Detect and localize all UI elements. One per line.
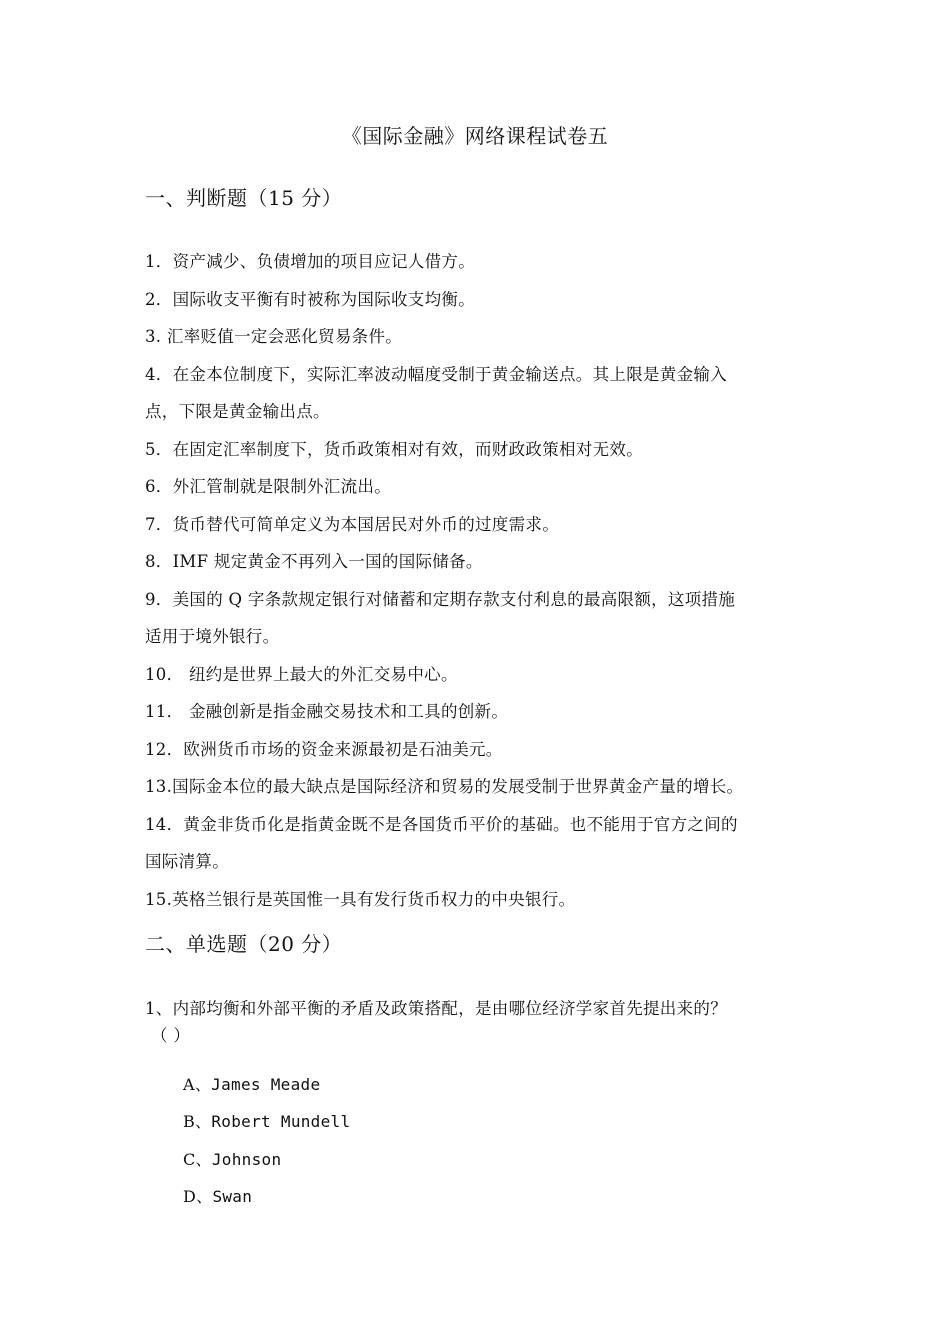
question-line: 9．美国的 Q 字条款规定银行对储蓄和定期存款支付利息的最高限额，这项措施 [145,589,736,609]
option-text: Swan [212,1187,253,1206]
question-line: 3. 汇率贬值一定会恶化贸易条件。 [145,327,403,346]
option-letter: D、 [183,1187,213,1206]
option-text: Johnson [211,1149,282,1169]
option-list [145,1066,825,1216]
answer-blank: （ ） [151,1025,191,1045]
option-c [183,1141,825,1179]
true-false-question-list [145,243,813,918]
question-line: 13.国际金本位的最大缺点是国际经济和贸易的发展受制于世界黄金产量的增长。 [145,777,744,796]
option-letter: B、 [183,1112,212,1131]
option-letter: C、 [183,1149,212,1169]
option-letter: A、 [183,1074,212,1094]
question-line: 适用于境外银行。 [145,627,280,646]
option-d [183,1178,825,1216]
question-line: 8．IMF 规定黄金不再列入一国的国际储备。 [145,552,483,571]
question-line: 5．在固定汇率制度下，货币政策相对有效，而财政政策相对无效。 [145,439,643,459]
question-line: 4．在金本位制度下，实际汇率波动幅度受制于黄金输送点。其上限是黄金输入 [145,364,727,384]
question-line: 6．外汇管制就是限制外汇流出。 [145,477,391,496]
question-line: 点，下限是黄金输出点。 [145,402,330,421]
question-line: 国际清算。 [145,852,229,871]
single-choice-question [145,990,825,1216]
option-text: Robert Mundell [211,1112,351,1131]
section-heading-single-choice: 二、单选题（20 分） [145,932,343,956]
option-text: James Meade [211,1074,321,1094]
question-line: 1．资产减少、负债增加的项目应记人借方。 [145,252,475,271]
option-b [183,1103,825,1141]
question-line: 2．国际收支平衡有时被称为国际收支均衡。 [145,289,475,309]
document-title: 《国际金融》网络课程试卷五 [341,124,609,148]
question-line: 11． 金融创新是指金融交易技术和工具的创新。 [145,702,509,721]
question-line: 10． 纽约是世界上最大的外汇交易中心。 [145,664,458,684]
question-stem: 1、内部均衡和外部平衡的矛盾及政策搭配，是由哪位经济学家首先提出来的？ [145,999,727,1018]
section-heading-true-false: 一、判断题（15 分） [145,186,343,210]
question-line: 12．欧洲货币市场的资金来源最初是石油美元。 [145,739,503,759]
question-line: 14．黄金非货币化是指黄金既不是各国货币平价的基础。也不能用于官方之间的 [145,814,738,834]
question-line: 15.英格兰银行是英国惟一具有发行货币权力的中央银行。 [145,889,576,909]
question-line: 7．货币替代可简单定义为本国居民对外币的过度需求。 [145,514,559,534]
option-a [183,1066,825,1104]
